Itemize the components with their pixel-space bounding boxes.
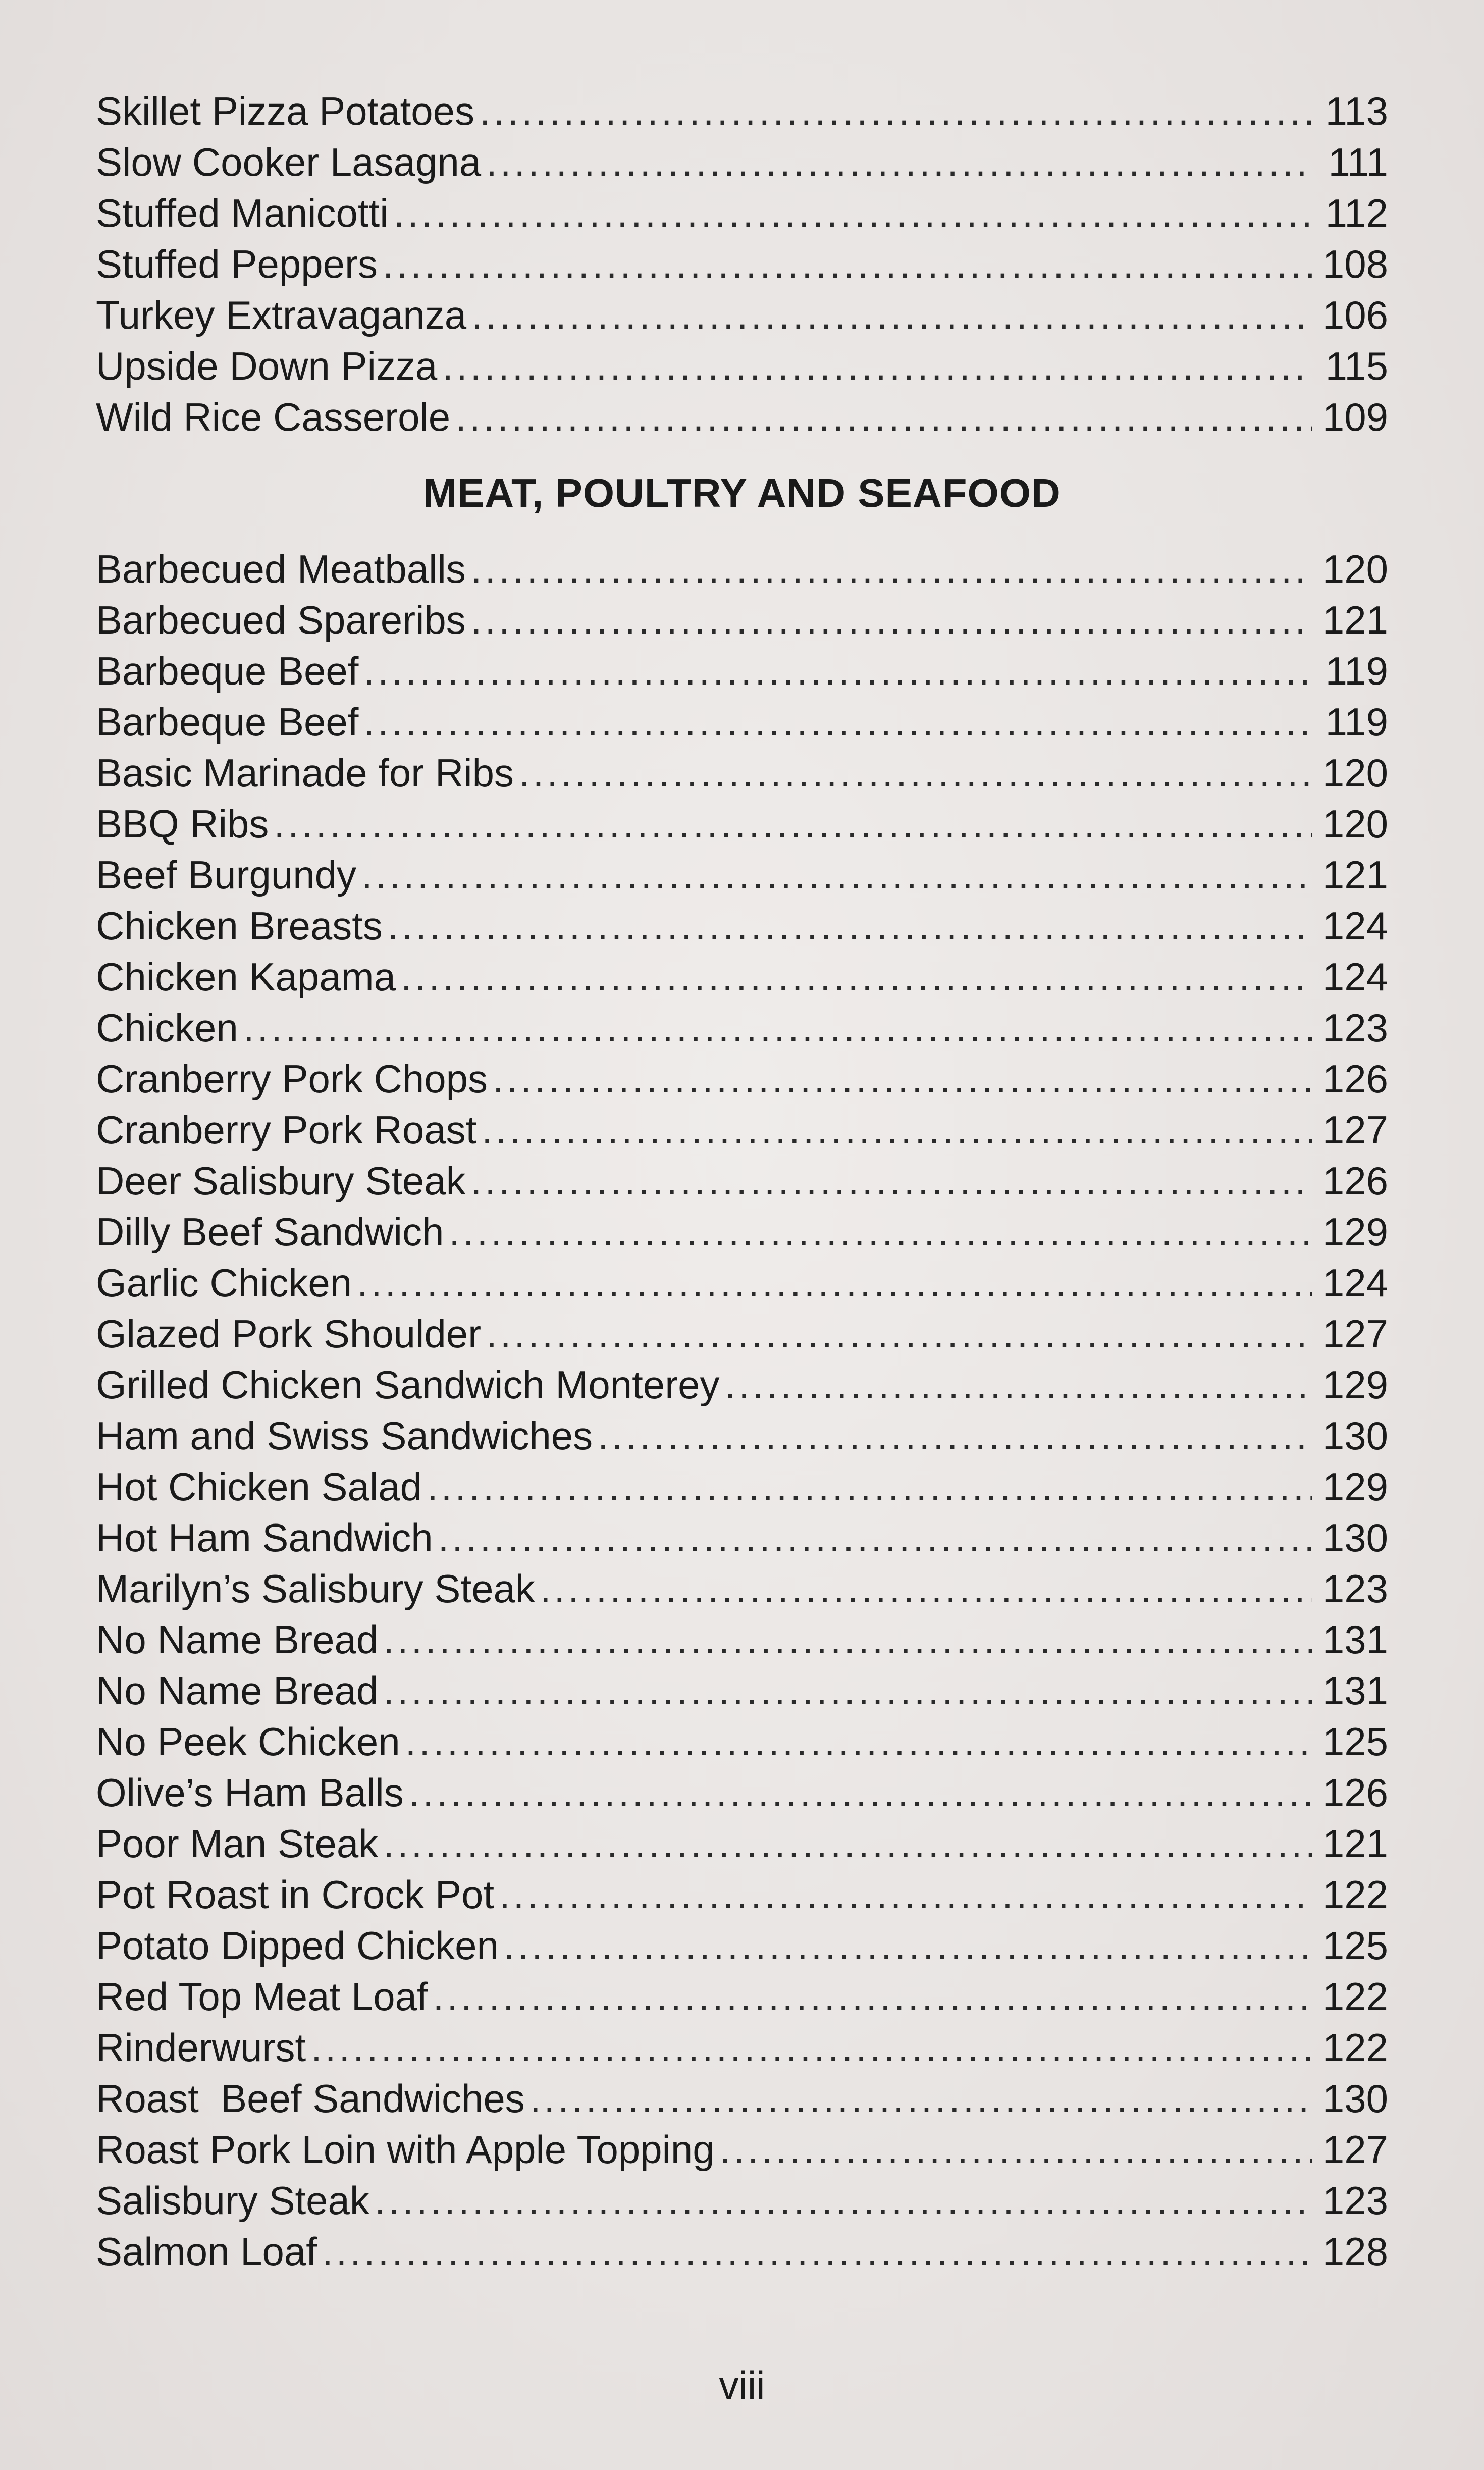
entry-title: Garlic Chicken bbox=[96, 1260, 352, 1305]
entry-title: Ham and Swiss Sandwiches bbox=[96, 1413, 593, 1458]
dot-leader bbox=[519, 748, 1312, 799]
entry-page-number: 129 bbox=[1322, 1464, 1388, 1509]
dot-leader bbox=[482, 1105, 1312, 1155]
toc-entry bbox=[96, 1971, 1388, 2022]
entry-title: Chicken Breasts bbox=[96, 904, 383, 948]
entry-title: Deer Salisbury Steak bbox=[96, 1159, 466, 1203]
toc-entry bbox=[96, 901, 1388, 952]
entry-page-number: 128 bbox=[1322, 2229, 1388, 2274]
entry-page-number: 129 bbox=[1322, 1210, 1388, 1254]
dot-leader bbox=[449, 1206, 1312, 1257]
entry-title: Marilyn’s Salisbury Steak bbox=[96, 1566, 535, 1611]
entry-page-number: 120 bbox=[1322, 751, 1388, 795]
entry-title: Dilly Beef Sandwich bbox=[96, 1210, 444, 1254]
entry-page-number: 124 bbox=[1322, 955, 1388, 999]
toc-entry bbox=[96, 2022, 1388, 2073]
entry-page-number: 126 bbox=[1322, 1770, 1388, 1815]
page-number-footer: viii bbox=[719, 2363, 765, 2407]
dot-leader bbox=[530, 2073, 1312, 2124]
entry-title: Basic Marinade for Ribs bbox=[96, 751, 514, 795]
entry-page-number: 123 bbox=[1322, 1566, 1388, 1611]
dot-leader bbox=[383, 1818, 1312, 1869]
toc-entry bbox=[96, 392, 1388, 443]
toc-entry bbox=[96, 1105, 1388, 1155]
entry-title: No Name Bread bbox=[96, 1617, 379, 1662]
table-of-contents bbox=[96, 86, 1388, 2277]
toc-entry bbox=[96, 1155, 1388, 1206]
entry-page-number: 123 bbox=[1322, 2178, 1388, 2223]
dot-leader bbox=[598, 1410, 1312, 1461]
dot-leader bbox=[383, 1614, 1312, 1665]
entry-title: Stuffed Manicotti bbox=[96, 191, 389, 235]
entry-page-number: 108 bbox=[1322, 242, 1388, 286]
dot-leader bbox=[433, 1971, 1312, 2022]
entry-title: Roast Pork Loin with Apple Topping bbox=[96, 2127, 715, 2172]
dot-leader bbox=[401, 952, 1312, 1003]
toc-entry bbox=[96, 646, 1388, 697]
toc-entry bbox=[96, 290, 1388, 341]
entry-title: Chicken bbox=[96, 1006, 238, 1050]
entry-title: Pot Roast in Crock Pot bbox=[96, 1872, 494, 1917]
toc-entry bbox=[96, 1767, 1388, 1818]
section-heading: MEAT, POULTRY AND SEAFOOD bbox=[423, 470, 1061, 515]
entry-title: Barbeque Beef bbox=[96, 700, 359, 744]
entry-page-number: 124 bbox=[1322, 1260, 1388, 1305]
entry-page-number: 130 bbox=[1322, 1413, 1388, 1458]
entry-title: Hot Ham Sandwich bbox=[96, 1515, 433, 1560]
dot-leader bbox=[540, 1563, 1312, 1614]
dot-leader bbox=[375, 2175, 1312, 2226]
entry-title: Salmon Loaf bbox=[96, 2229, 317, 2274]
entry-title: Barbecued Meatballs bbox=[96, 547, 466, 591]
toc-entry bbox=[96, 1359, 1388, 1410]
dot-leader bbox=[311, 2022, 1312, 2073]
toc-entry bbox=[96, 952, 1388, 1003]
entry-title: Glazed Pork Shoulder bbox=[96, 1311, 482, 1356]
toc-entry bbox=[96, 1869, 1388, 1920]
dot-leader bbox=[243, 1003, 1312, 1054]
entry-title: Chicken Kapama bbox=[96, 955, 396, 999]
entry-page-number: 122 bbox=[1322, 2025, 1388, 2070]
dot-leader bbox=[504, 1920, 1312, 1971]
entry-title: Skillet Pizza Potatoes bbox=[96, 89, 475, 133]
entry-page-number: 131 bbox=[1322, 1617, 1388, 1662]
dot-leader bbox=[471, 1155, 1312, 1206]
toc-entry bbox=[96, 1206, 1388, 1257]
toc-entry bbox=[96, 1920, 1388, 1971]
entry-title: Olive’s Ham Balls bbox=[96, 1770, 404, 1815]
dot-leader bbox=[471, 544, 1312, 595]
toc-entry bbox=[96, 239, 1388, 290]
dot-leader bbox=[499, 1869, 1312, 1920]
entry-title: Cranberry Pork Chops bbox=[96, 1057, 488, 1101]
toc-entry bbox=[96, 1308, 1388, 1359]
entry-page-number: 119 bbox=[1325, 649, 1388, 693]
entry-title: Barbecued Spareribs bbox=[96, 598, 466, 642]
entry-page-number: 129 bbox=[1322, 1362, 1388, 1407]
entry-title: Cranberry Pork Roast bbox=[96, 1108, 477, 1152]
entry-page-number: 121 bbox=[1322, 853, 1388, 897]
toc-entry bbox=[96, 1054, 1388, 1105]
dot-leader bbox=[361, 850, 1312, 901]
toc-entry bbox=[96, 2175, 1388, 2226]
entry-page-number: 122 bbox=[1322, 1872, 1388, 1917]
entry-title: BBQ Ribs bbox=[96, 802, 269, 846]
entry-page-number: 126 bbox=[1322, 1057, 1388, 1101]
entry-page-number: 113 bbox=[1325, 89, 1388, 133]
dot-leader bbox=[720, 2124, 1312, 2175]
entry-page-number: 106 bbox=[1322, 293, 1388, 337]
dot-leader bbox=[383, 1665, 1312, 1716]
entry-page-number: 127 bbox=[1322, 2127, 1388, 2172]
toc-entry bbox=[96, 188, 1388, 239]
dot-leader bbox=[363, 646, 1312, 697]
toc-entry bbox=[96, 799, 1388, 850]
dot-leader bbox=[405, 1716, 1312, 1767]
toc-entry bbox=[96, 86, 1388, 137]
dot-leader bbox=[274, 799, 1312, 850]
dot-leader bbox=[322, 2226, 1312, 2277]
toc-entry bbox=[96, 1563, 1388, 1614]
entry-title: Barbeque Beef bbox=[96, 649, 359, 693]
entry-page-number: 109 bbox=[1322, 395, 1388, 439]
toc-entry bbox=[96, 1003, 1388, 1054]
entry-title: Grilled Chicken Sandwich Monterey bbox=[96, 1362, 720, 1407]
entry-title: Rinderwurst bbox=[96, 2025, 306, 2070]
dot-leader bbox=[725, 1359, 1312, 1410]
toc-entry bbox=[96, 2073, 1388, 2124]
entry-page-number: 127 bbox=[1322, 1311, 1388, 1356]
toc-entry bbox=[96, 341, 1388, 392]
toc-entry bbox=[96, 1461, 1388, 1512]
dot-leader bbox=[438, 1512, 1312, 1563]
entry-page-number: 131 bbox=[1322, 1668, 1388, 1713]
dot-leader bbox=[486, 1308, 1312, 1359]
toc-entry bbox=[96, 1818, 1388, 1869]
dot-leader bbox=[363, 697, 1312, 748]
entry-page-number: 127 bbox=[1322, 1108, 1388, 1152]
entry-page-number: 125 bbox=[1322, 1923, 1388, 1968]
toc-entry bbox=[96, 1512, 1388, 1563]
entry-page-number: 123 bbox=[1322, 1006, 1388, 1050]
entry-page-number: 125 bbox=[1322, 1719, 1388, 1764]
toc-entry bbox=[96, 137, 1388, 188]
entry-title: Poor Man Steak bbox=[96, 1821, 379, 1866]
entry-title: Wild Rice Casserole bbox=[96, 395, 451, 439]
entry-page-number: 122 bbox=[1322, 1974, 1388, 2019]
dot-leader bbox=[480, 86, 1312, 137]
entry-page-number: 121 bbox=[1322, 598, 1388, 642]
entry-title: Upside Down Pizza bbox=[96, 344, 438, 388]
entry-page-number: 112 bbox=[1325, 191, 1388, 235]
toc-entry bbox=[96, 1614, 1388, 1665]
entry-title: Turkey Extravaganza bbox=[96, 293, 467, 337]
dot-leader bbox=[486, 137, 1312, 188]
entry-page-number: 119 bbox=[1325, 700, 1388, 744]
toc-entry bbox=[96, 1716, 1388, 1767]
dot-leader bbox=[442, 341, 1312, 392]
entry-page-number: 126 bbox=[1322, 1159, 1388, 1203]
toc-entry bbox=[96, 1257, 1388, 1308]
entry-title: Potato Dipped Chicken bbox=[96, 1923, 499, 1968]
dot-leader bbox=[493, 1054, 1312, 1105]
toc-entry bbox=[96, 595, 1388, 646]
entry-title: Red Top Meat Loaf bbox=[96, 1974, 428, 2019]
dot-leader bbox=[383, 239, 1312, 290]
entry-page-number: 130 bbox=[1322, 1515, 1388, 1560]
toc-entry bbox=[96, 2124, 1388, 2175]
toc-group-meat-poultry-seafood bbox=[96, 544, 1388, 2277]
entry-title: Roast Beef Sandwiches bbox=[96, 2076, 525, 2121]
entry-title: No Name Bread bbox=[96, 1668, 379, 1713]
entry-title: Beef Burgundy bbox=[96, 853, 357, 897]
dot-leader bbox=[388, 901, 1312, 952]
entry-title: Hot Chicken Salad bbox=[96, 1464, 422, 1509]
dot-leader bbox=[471, 290, 1312, 341]
toc-entry bbox=[96, 697, 1388, 748]
entry-title: Salisbury Steak bbox=[96, 2178, 369, 2223]
dot-leader bbox=[455, 392, 1312, 443]
toc-entry bbox=[96, 1410, 1388, 1461]
entry-page-number: 115 bbox=[1325, 344, 1388, 388]
entry-page-number: 124 bbox=[1322, 904, 1388, 948]
toc-entry bbox=[96, 748, 1388, 799]
entry-title: Stuffed Peppers bbox=[96, 242, 378, 286]
toc-entry bbox=[96, 1665, 1388, 1716]
toc-entry bbox=[96, 544, 1388, 595]
dot-leader bbox=[357, 1257, 1312, 1308]
dot-leader bbox=[394, 188, 1312, 239]
toc-group-main-dishes bbox=[96, 86, 1388, 443]
entry-page-number: 130 bbox=[1322, 2076, 1388, 2121]
dot-leader bbox=[427, 1461, 1312, 1512]
dot-leader bbox=[471, 595, 1312, 646]
entry-title: Slow Cooker Lasagna bbox=[96, 140, 482, 184]
entry-page-number: 120 bbox=[1322, 802, 1388, 846]
toc-entry bbox=[96, 850, 1388, 901]
entry-title: No Peek Chicken bbox=[96, 1719, 400, 1764]
entry-page-number: 121 bbox=[1322, 1821, 1388, 1866]
toc-entry bbox=[96, 2226, 1388, 2277]
entry-page-number: 111 bbox=[1328, 140, 1388, 184]
dot-leader bbox=[409, 1767, 1312, 1818]
entry-page-number: 120 bbox=[1322, 547, 1388, 591]
